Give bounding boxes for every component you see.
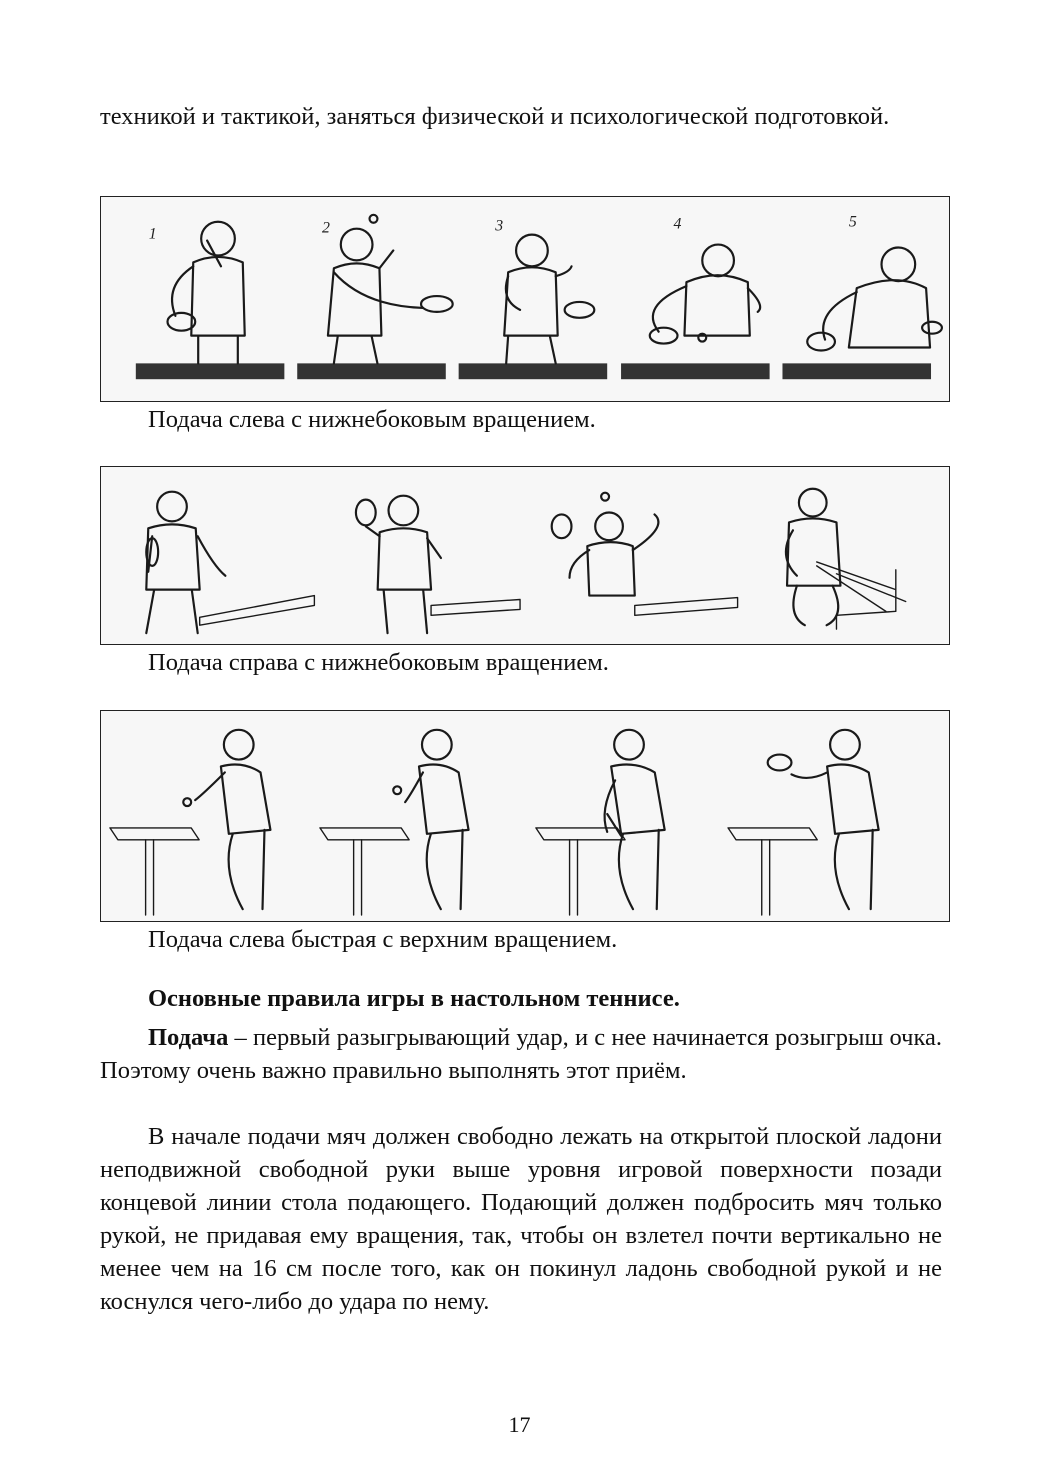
player-pose-5 bbox=[807, 248, 942, 351]
intro-paragraph: техникой и тактикой, заняться физической и психологической подготовкой. bbox=[100, 103, 890, 130]
player-pose-1 bbox=[168, 222, 245, 364]
figure-serve-right-sidespin bbox=[100, 466, 950, 645]
player-pose-2 bbox=[328, 215, 453, 364]
serve-sequence-illustration-3 bbox=[101, 711, 949, 921]
player-frame-3 bbox=[536, 730, 665, 915]
term-serve: Подача bbox=[148, 1024, 229, 1051]
figure3-caption: Подача слева быстрая с верхним вращением. bbox=[148, 926, 618, 953]
player-pose-3 bbox=[504, 235, 594, 364]
figure-serve-left-topspin bbox=[100, 710, 950, 922]
frame-number-1: 1 bbox=[148, 225, 157, 243]
player-frame-2 bbox=[320, 730, 469, 915]
serve-definition-text: – первый разыгрывающий удар, и с нее начинается розыгрыш очка. Поэтому очень важно правильно выполнять этот приём. bbox=[100, 1024, 942, 1084]
page-number: 17 bbox=[508, 1412, 531, 1437]
figure1-caption: Подача слева с нижнебоковым вращением. bbox=[148, 406, 596, 433]
figure-serve-left-sidespin bbox=[100, 196, 950, 402]
serve-sequence-illustration-2 bbox=[101, 467, 949, 644]
player-frame-1 bbox=[110, 730, 270, 915]
table-edges bbox=[136, 363, 931, 379]
player-pose-c bbox=[552, 493, 738, 616]
serve-rules-paragraph: В начале подачи мяч должен свободно лежать на открытой плоской ладони неподвижной свободной руки выше уровня игровой поверхности позади концевой линии стола подающего. Подающий должен подбросить мяч только рукой, не придавая ему вращения, так, чтобы он взлетел почти вертикально не менее чем на 16 см после того, как он покинул ладонь свободной рукой и не коснулся чего-либо до удара по нему. bbox=[100, 1123, 942, 1315]
frame-number-3: 3 bbox=[495, 217, 504, 235]
frame-number-5: 5 bbox=[848, 213, 857, 231]
player-pose-b bbox=[356, 496, 520, 633]
frame-number-4: 4 bbox=[673, 215, 682, 233]
frame-number-2: 2 bbox=[321, 219, 330, 237]
player-pose-a bbox=[146, 492, 314, 633]
player-pose-d bbox=[786, 489, 906, 629]
player-pose-4 bbox=[650, 245, 760, 344]
serve-definition-paragraph bbox=[100, 1021, 942, 1087]
serve-sequence-illustration-1 bbox=[101, 197, 949, 401]
figure2-caption: Подача справа с нижнебоковым вращением. bbox=[148, 649, 609, 676]
section-heading: Основные правила игры в настольном теннисе. bbox=[148, 985, 680, 1012]
player-frame-4 bbox=[728, 730, 879, 915]
